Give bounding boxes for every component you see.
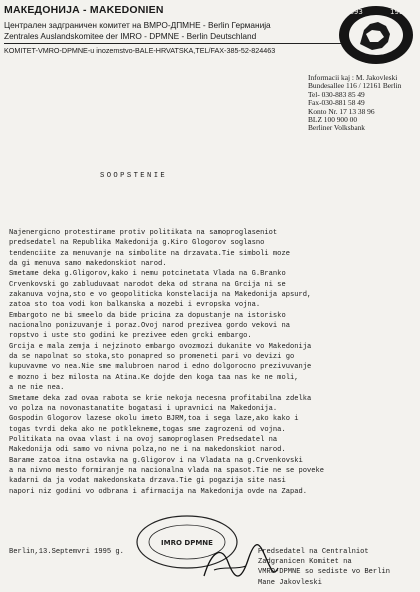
sender-line: Bundesallee 116 / 12161 Berlin bbox=[308, 81, 402, 91]
signer-role-line: Predsedatel na Centralniot bbox=[258, 548, 369, 556]
body-line: zakanuva vojna,sto e vo geopoliticka konstelacija na Makedonija apsurd, bbox=[9, 291, 312, 300]
body-line: Crvenkovski go zabluduvaat narodot deka od strana na Grcija ni se bbox=[9, 280, 286, 289]
letterhead bbox=[4, 4, 334, 56]
body-line: da gi menuva samo makedonskiot narod. bbox=[9, 260, 167, 269]
body-line: tendenciite za menuvanje na simbolite na drzavata.Tie simboli moze bbox=[9, 249, 290, 258]
body-line: Politikata na ovaa vlast i na ovoj samoproglasen Predsedatel na bbox=[9, 435, 278, 444]
body-line: togas tvrdi deka ako ne potklekneme,togas sme zagrozeni od vojna. bbox=[9, 425, 286, 434]
body-line: predsedatel na Republika Makedonija g.Kiro Glogorov soglasno bbox=[9, 239, 265, 248]
sender-line: Berliner Volksbank bbox=[308, 123, 365, 133]
sender-line: Konto Nr. 17 13 38 96 bbox=[308, 106, 375, 116]
body-line: Barame zatoa itna ostavka na g.Gligorov i na Vladata na g.Crvenkovski bbox=[9, 456, 303, 465]
sender-address-block bbox=[308, 74, 418, 133]
body-line: da se napolnat so stoka,sto ponapred so promeneti pari vo devizi go bbox=[9, 353, 295, 362]
body-line: Grcija e mala zemja i nejzinoto embargo ovozmozi dukanite vo Makedonija bbox=[9, 342, 312, 351]
letterhead-line-german: Zentrales Auslandskomitee der IMRO - DPMNE - Berlin Deutschland bbox=[4, 31, 257, 41]
document-body bbox=[9, 228, 415, 497]
body-line: zatoa sto toa vodi kon balkanska a mozebi i evropska vojna. bbox=[9, 301, 261, 310]
body-line: vo polza na novonastanatite bogatasi i upravnici na Makedonija. bbox=[9, 404, 278, 413]
letterhead-line-contact: KOMITET-VMRO-DPMNE-u inozemstvo-BALE-HRVATSKA,TEL/FAX-385-52-824463 bbox=[4, 46, 276, 55]
signer-name: Mane Jakovleski bbox=[258, 579, 322, 587]
sender-line: BLZ 100 900 00 bbox=[308, 115, 358, 125]
lion-emblem-icon bbox=[336, 4, 414, 66]
document-title: SOOPSTENIE bbox=[100, 172, 168, 180]
body-line: Smetame deka g.Gligorov,kako i nemu potcinetata Vlada na G.Branko bbox=[9, 270, 286, 279]
body-line: Smetame deka zad ovaa rabota se krie nekoja necesna profitabilna zdelka bbox=[9, 394, 312, 403]
body-line: a na nivno mesto formiranje na nacionalna vlada na spasot.Tie ne se poveke bbox=[9, 466, 325, 475]
body-line: nacionalno ponizuvanje i poraz.Ovoj narod prezivea gordo vekovi na bbox=[9, 322, 290, 331]
signer-role-line: Zadgranicen Komitet na bbox=[258, 558, 352, 566]
body-line: Makedonija odi samo vo nivna polza,no ne i na makedonskiot narod. bbox=[9, 446, 286, 455]
emblem-year-right: 1990 bbox=[390, 8, 408, 16]
emblem-year-left: 1893 bbox=[345, 8, 363, 16]
body-line: e mozno i bez milosta na Atina.Ke dojde den koga taa nas ke ne moli, bbox=[9, 373, 299, 382]
place-date: Berlin,13.Septemvri 1995 g. bbox=[9, 548, 124, 556]
body-line: kadarni da ja vodat makedonskata drzava.Tie gi pogazija site nasi bbox=[9, 477, 286, 486]
body-line: ropstvo i uste sto godini ke prezivee eden grcki embargo. bbox=[9, 332, 252, 341]
letterhead-title: МАКЕДОНИЈА - MAKEDONIEN bbox=[4, 4, 164, 16]
body-line: Gospodin Glogorov lazese okolu imeto BJRM,toa i sega laze,ako kako i bbox=[9, 415, 299, 424]
sender-line: Tel- 030-883 85 49 bbox=[308, 89, 365, 99]
body-line: kupuvavme vo nea.Nie sme malubroen narod i edno dolgorocno prezivuvanje bbox=[9, 363, 312, 372]
body-line: Embargoto ne bi smeelo da bide pricina za dopustanje na istorisko bbox=[9, 311, 286, 320]
body-line: a ne nie nea. bbox=[9, 384, 65, 393]
sender-line: Informacii kaj : M. Jakovleski bbox=[308, 73, 398, 82]
stamp-center-text: IMRO DPMNE bbox=[161, 539, 213, 547]
body-line: Najenergicno protestirame protiv politikata na samoproglaseniot bbox=[9, 229, 278, 237]
letterhead-line-macedonian: Централен задграничен комитет на ВМРО-ДПМНЕ - Berlin Германија bbox=[4, 20, 271, 30]
sender-line: Fax-030-881 58 49 bbox=[308, 98, 365, 108]
body-line: napori niz godini vo odbrana i afirmacija na Makedonija ovde na Zapad. bbox=[9, 487, 307, 496]
signer-role-line: VMRO-DPMNE so sediste vo Berlin bbox=[258, 568, 390, 576]
handwritten-signature bbox=[200, 540, 280, 586]
